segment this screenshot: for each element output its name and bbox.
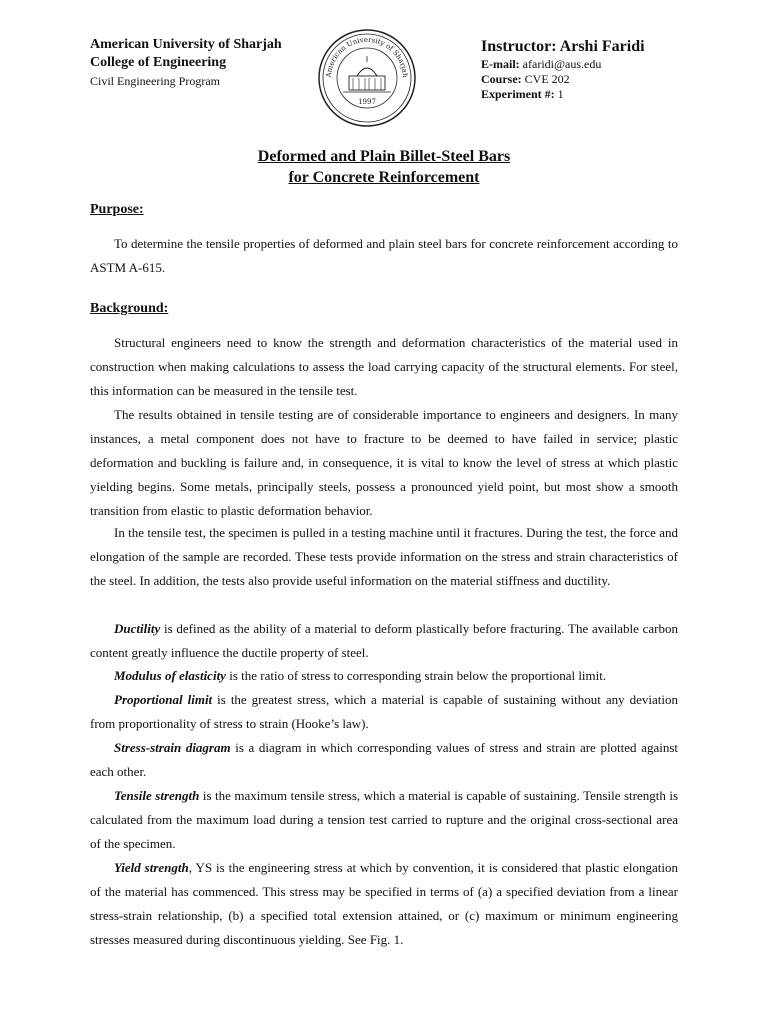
purpose-heading: Purpose: <box>90 202 144 217</box>
definition-tensile-strength <box>90 784 678 856</box>
title-line-1: Deformed and Plain Billet-Steel Bars <box>257 148 511 165</box>
definition-text: is defined as the ability of a material to deform plastically before fracturing. The available carbon content greatly influence the ductile property of steel. <box>90 621 678 660</box>
title-line-2: for Concrete Reinforcement <box>288 169 480 186</box>
header-right <box>481 37 645 102</box>
seal-text: American University of Sharjah <box>324 35 410 78</box>
experiment-value: 1 <box>557 87 564 101</box>
email-value[interactable]: afaridi@aus.edu <box>522 57 602 71</box>
definition-term: Ductility <box>114 621 161 636</box>
definition-text: , YS is the engineering stress at which by convention, it is considered that plastic elongation of the material has commenced. This stress may be specified in terms of (a) a specified deviation from a linear stress-strain relationship, (b) a specified total extension attained, or (c) maximum or minimum engineering stresses measured during discontinuous yielding. See Fig. 1. <box>90 860 678 947</box>
background-paragraph-1: Structural engineers need to know the strength and deformation characteristics of the material used in construction when making calculations to assess the load carrying capacity of the structural elements. For steel, this information can be measured in the tensile test. <box>90 335 678 398</box>
definition-text: is the greatest stress, which a material is capable of sustaining without any deviation from proportionality of stress to strain (Hooke’s law). <box>90 692 678 731</box>
purpose-text: To determine the tensile properties of deformed and plain steel bars for concrete reinforcement according to ASTM A-615. <box>90 236 678 275</box>
definition-term: Stress-strain diagram <box>114 740 231 755</box>
instructor-name: Arshi Faridi <box>559 38 645 55</box>
email-line <box>481 57 645 72</box>
definition-term: Yield strength <box>114 860 189 875</box>
email-label: E-mail: <box>481 57 520 71</box>
definition-proportional-limit <box>90 688 678 736</box>
college-name: College of Engineering <box>90 55 227 70</box>
document-title <box>0 146 768 188</box>
definition-yield-strength <box>90 856 678 952</box>
background-paragraph-2: The results obtained in tensile testing are of considerable importance to engineers and designers. In many instances, a metal component does not have to fracture to be deemed to have failed in service; plastic deformation and buckling is failure and, in consequence, it is vital to know the level of stress at which plastic yielding begins. Some metals, principally steels, possess a pronounced yield point, but most show a smooth transition from elastic to plastic deformation behavior. <box>90 407 678 518</box>
instructor-line <box>481 37 645 57</box>
definition-term: Proportional limit <box>114 692 213 707</box>
definition-term: Tensile strength <box>114 788 200 803</box>
background-paragraph-3: In the tensile test, the specimen is pulled in a testing machine until it fractures. During the test, the force and elongation of the sample are recorded. These tests provide information on the stress and strain characteristics of the steel. In addition, the tests also provide useful information on the material stiffness and ductility. <box>90 525 678 588</box>
definition-text: is the maximum tensile stress, which a material is capable of sustaining. Tensile strength is calculated from the maximum load during a tension test carried to rupture and the original cross-sectional area of the specimen. <box>90 788 679 851</box>
course-value: CVE 202 <box>524 72 570 86</box>
university-seal-logo <box>317 28 417 128</box>
seal-year: 1997 <box>358 98 376 106</box>
definition-ductility <box>90 617 678 665</box>
definition-text: is the ratio of stress to corresponding strain below the proportional limit. <box>225 668 607 683</box>
course-line <box>481 72 645 87</box>
instructor-label: Instructor: <box>481 38 557 55</box>
definition-modulus-of-elasticity <box>90 664 678 688</box>
university-name: American University of Sharjah <box>90 37 282 52</box>
experiment-label: Experiment #: <box>481 87 555 101</box>
definition-stress-strain-diagram <box>90 736 678 784</box>
course-label: Course: <box>481 72 522 86</box>
header-left <box>90 36 282 90</box>
definition-text: is a diagram in which corresponding values of stress and strain are plotted against each other. <box>90 740 678 779</box>
program-name: Civil Engineering Program <box>90 74 220 88</box>
definition-term: Modulus of elasticity <box>114 668 226 683</box>
experiment-line <box>481 87 645 102</box>
background-heading: Background: <box>90 301 169 316</box>
